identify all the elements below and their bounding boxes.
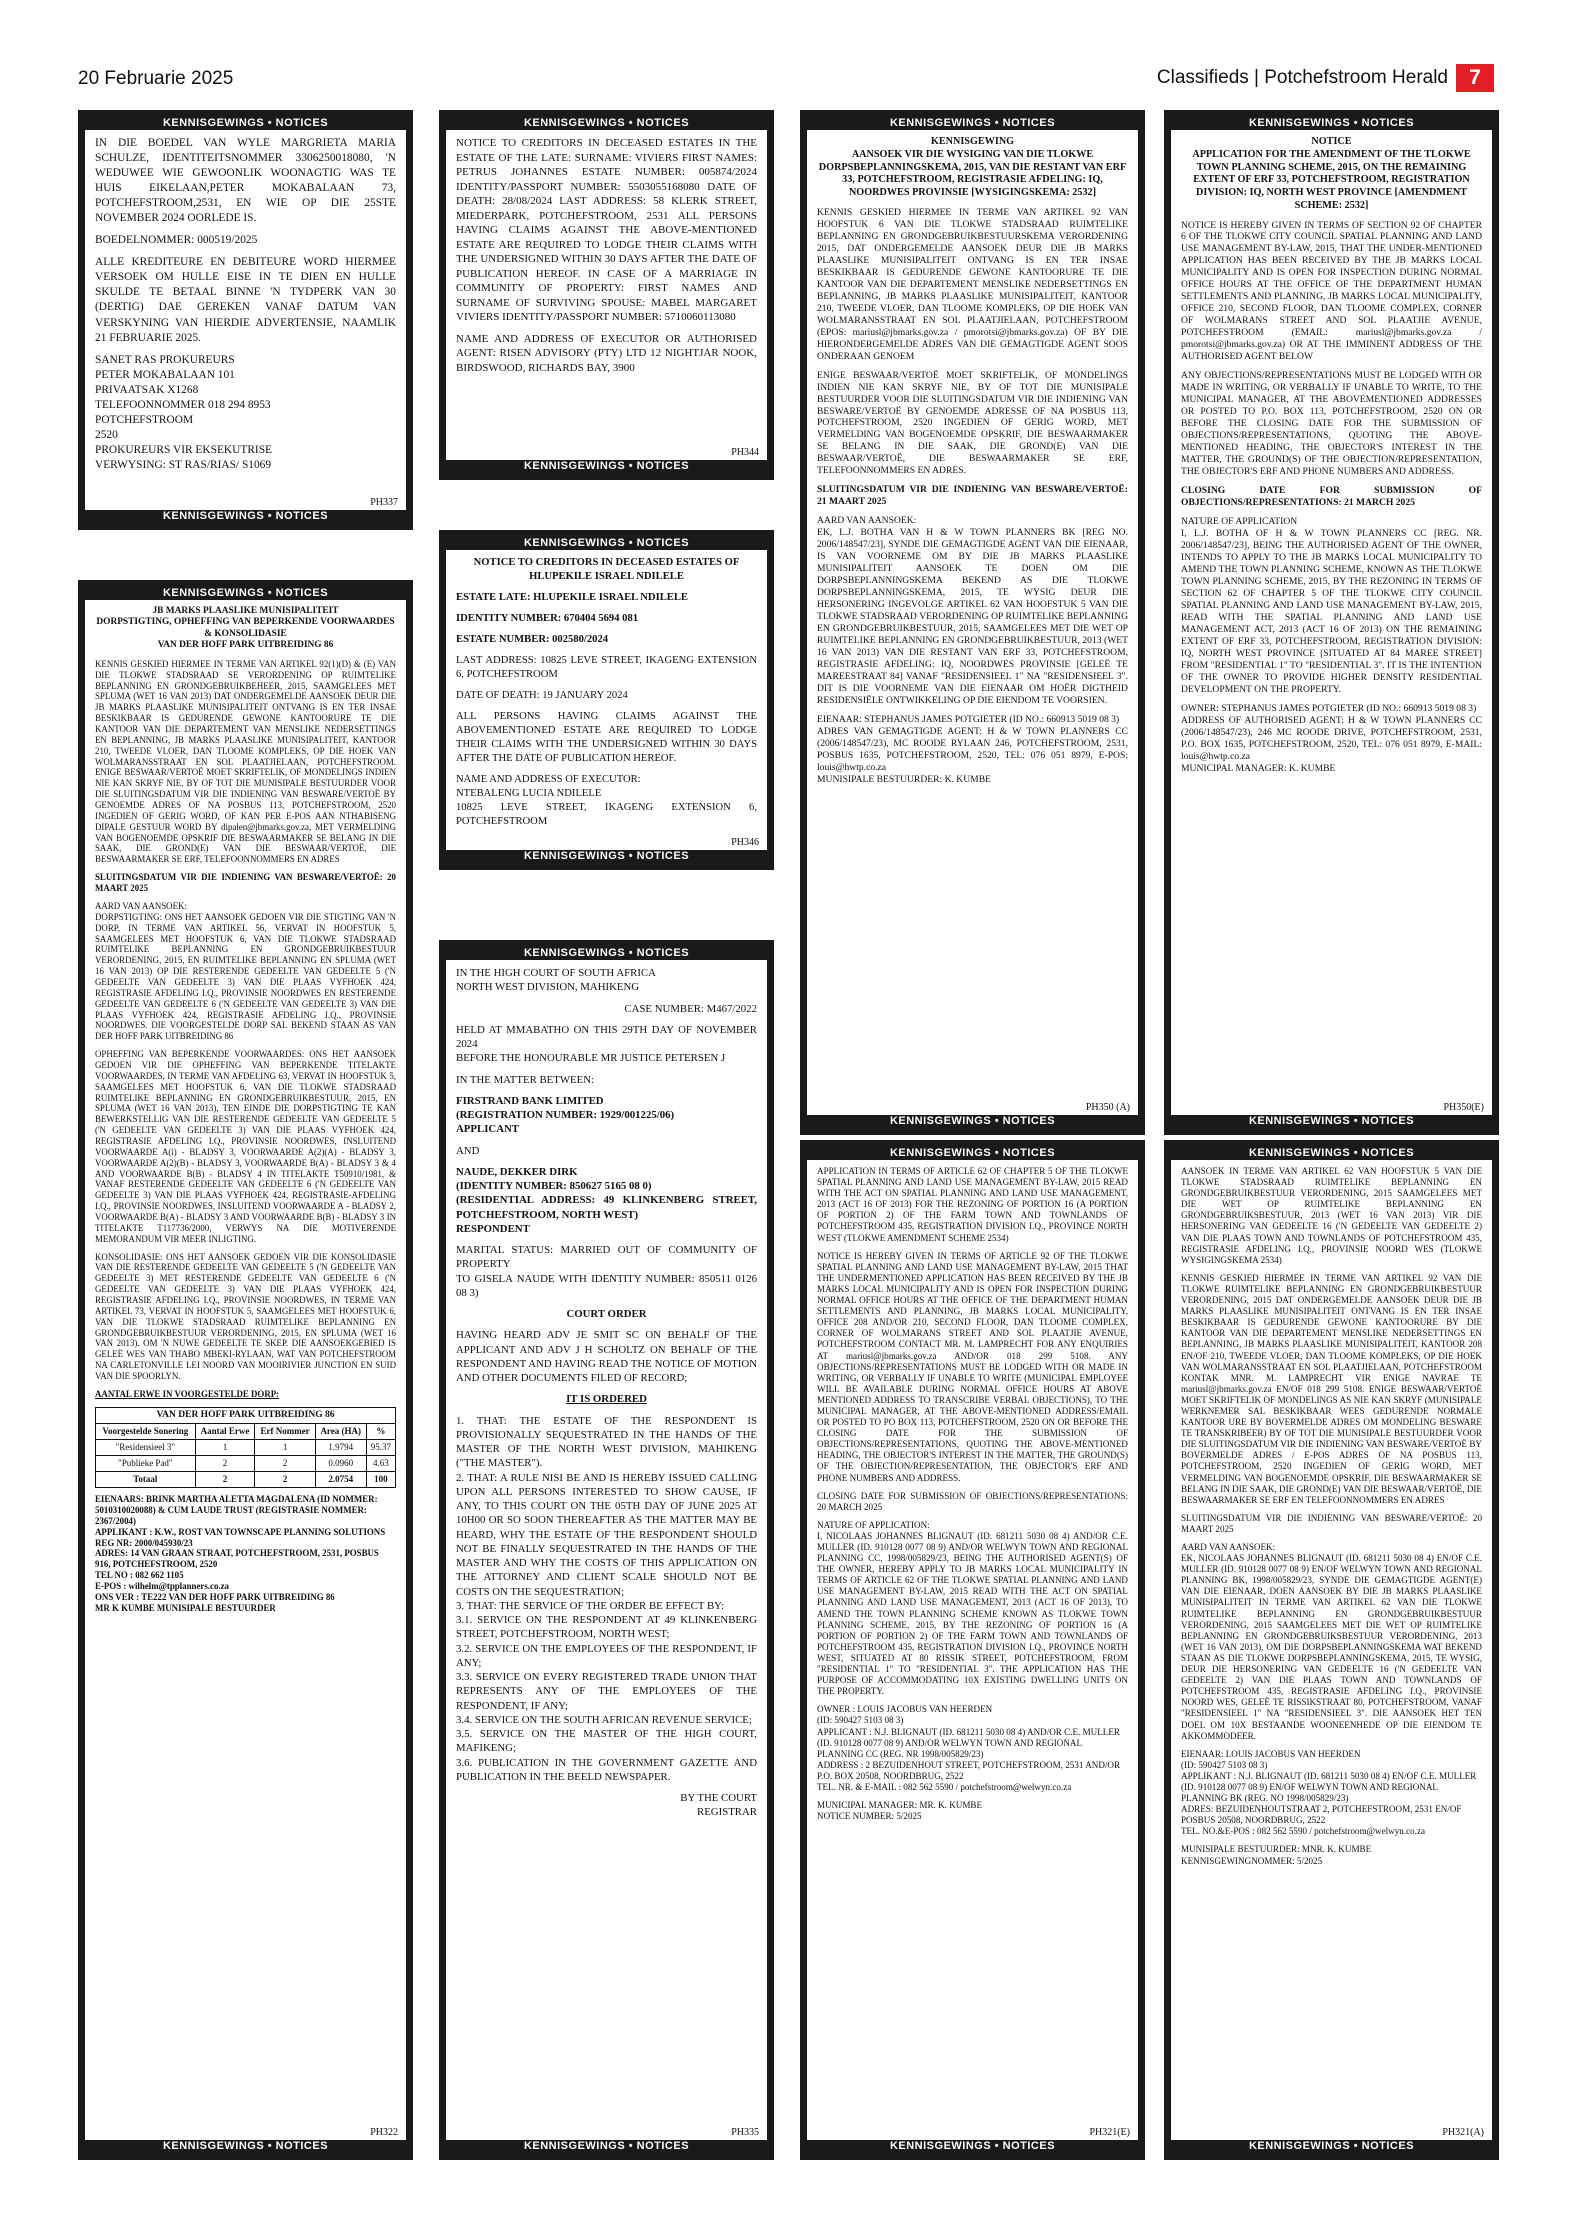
notice-van-der-hoff-park xyxy=(78,580,413,2160)
notice-text: NAME AND ADDRESS OF EXECUTOR OR AUTHORISED AGENT: RISEN ADVISORY (PTY) LTD 12 NIGHTJAR NOOK, BIRDSWOOD, RICHARDS BAY, 3900 xyxy=(456,332,757,374)
table-cell: "Residensieel 3" xyxy=(96,1440,196,1456)
notice-band: KENNISGEWINGS • NOTICES xyxy=(446,117,767,130)
applicant: FIRSTRAND BANK LIMITED (REGISTRATION NUMBER: 1929/001225/06) APPLICANT xyxy=(456,1094,675,1136)
notice-text: NATURE OF APPLICATION: I, NICOLAAS JOHANNES BLIGNAUT (ID. 681211 5030 08 4) AND/OR C.E. MULLER (ID. 910128 0077 08 9) AND/OR WELWYN TOWN AND REGIONAL PLANNING CC, 1998/005829/23, BEING THE AUTHORISED AGENT(S) OF THE OWNER, HEREBY APPLY TO JB MARKS LOCAL MUNICIPALITY IN TERMS OF ARTICLE 62 OF THE TLOKWE SPATIAL PLANNING AND LAND USE MANAGEMENT BY-LAW, 2015 READ WITH THE ACT ON SPATIAL PLANNING AND LAND USE MANAGEMENT, 2013 (ACT 16 OF 2013), TO AMEND THE TOWN PLANNING SCHEME KNOWN AS TLOKWE TOWN PLANNING SCHEME, 2015, BY THE REZONING OF PORTION 16 (A PORTION OF PORTION 2) OF THE FARM TOWN AND TOWNLANDS OF POTCHEFSTROOM 435, REGISTRATION DIVISION I.Q., PROVINCE NORTH WEST, SITUATED AT 80 RISSIK STREET, POTCHEFSTROOM, FROM "RESIDENTIAL 1" TO "RESIDENTIAL 3". THE APPLICATION HAS THE PURPOSE OF ACCOMMODATING 10X EXISTING DWELLING UNITS ON THE PROPERTY. xyxy=(817,1519,1128,1697)
table-cell: Totaal xyxy=(96,1472,196,1488)
notice-ref: PH335 xyxy=(731,2127,759,2138)
table-header: Erf Nommer xyxy=(255,1424,315,1440)
notice-band: KENNISGEWINGS • NOTICES xyxy=(446,947,767,960)
notice-court-order xyxy=(439,940,774,2160)
notice-band: KENNISGEWINGS • NOTICES xyxy=(85,2140,406,2153)
notice-portion16-afrikaans xyxy=(1164,1140,1499,2160)
notice-text: KENNIS GESKIED HIERMEE IN TERME VAN ARTIKEL 92(1)(D) & (E) VAN DIE TLOKWE STADSRAAD SE VERORDENING OP RUIMTELIKE BEPLANNING EN GRONDGEBRUIKBEHEER, 2015, SAAMGELEES MET SPLUMA (WET 16 VAN 2013) DAT ONDERGEMELDE AANSOEK DEUR DIE JB MARKS PLAASLIKE MUNISIPALITEIT ONTVANG IS EN TER INSAE BESKIKBAAR IS GEDURENDE GEWONE KANTOORURE TE DIE KANTOOR VAN DIE DEPARTEMENT VAN MENSLIKE NEDERSETTINGS EN BEPLANNING, JB MARKS PLAASLIKE MUNISIPALITEIT, KANTOOR 210, TWEEDE VLOER, DAN TLOOME KOMPLEKS, OP DIE HOEK VAN WOLMARANSSTRAAT EN SOL PLAATJIELAAN, POTCHEFSTROOM. ENIGE BESWAAR/VERTOË MOET SKRIFTELIK, OF MONDELINGS INDIEN NIE KAN SKRYF NIE, BY OF TOT DIE MUNISIPALE BESTUURDER VOOR DIE SLUITINGSDATUM VIR DIE INDIENING VAN BESWARE/VERTOË BY GENOEMDE ADRES OF NA POSBUS 113, POTCHEFSTROOM, 2520 INGEDIEN OF GERIG WORD, OF KAN PER E-POS AAN NTHABISENG DIPALE GESTUUR WORD BY dipalen@jbmarks.gov.za, MET VERMELDING VAN BOGENOEMDE OPSKRIF DIE BESWAARMAKER SE BELANG IN DIE SAAK, DIE GROND(E) VAN DIE BESWAAR/VERTOË, DIE BESWAARMAKER SE ERF, TELEFOONNOMMERS EN ADRES xyxy=(95,658,396,865)
notice-title: JB MARKS PLAASLIKE MUNISIPALITEIT DORPSTIGTING, OPHEFFING VAN BEPERKENDE VOORWAARDES & KONSOLIDASIE VAN DER HOFF PARK UITBREIDING 86 xyxy=(96,606,395,651)
notice-ref: PH321(A) xyxy=(1442,2127,1484,2138)
table-row xyxy=(96,1456,396,1472)
notice-text: MUNISIPALE BESTUURDER: MNR. K. KUMBE KENNISGEWINGNOMMER: 5/2025 xyxy=(1181,1844,1372,1866)
notice-estate-viviers xyxy=(439,110,774,480)
notice-band: KENNISGEWINGS • NOTICES xyxy=(1171,1115,1492,1128)
notice-band: KENNISGEWINGS • NOTICES xyxy=(807,1115,1138,1128)
notice-text: AANTAL ERWE IN VOORGESTELDE DORP: xyxy=(95,1388,280,1399)
notice-text: AARD VAN AANSOEK: EK, NICOLAAS JOHANNES BLIGNAUT (ID. 681211 5030 08 4) EN/OF C.E. MULLER (ID. 910128 0077 08 9) EN/OF WELWYN TOWN AND REGIONAL PLANNING BK, 1998/005829/23, SYNDE DIE GEMAGTIGDE AGENT(E) VAN DIE EIENAAR, DOEN AANSOEK BY DIE JB MARKS PLAASLIKE MUNISIPALITEIT IN TERME VAN ARTIKEL 62 VAN DIE TLOKWE RUIMTELIKE BEPLANNING EN GRONDGEBRUIKBESTUUR VERORDENING, 2015 SAAMGELEES MET DIE WET OP RUIMTELIKE BEPLANNING EN GRONDGEBRUIKSBESTUUR VERORDENING, 2013 (WET 16 VAN 2013), OM DIE DORPSBEPLANNINGSKEMA WAT BEKEND STAAN AS DIE TLOKWE DORPSBEPLANNINGSKEMA, 2015, TE WYSIG, DEUR DIE HERSONERING VAN GEDEELTE 16 ('N GEDEELTE VAN GEDEELTE 2) VAN DIE PLAAS TOWN AND TOWNLANDS OF POTCHEFSTROOM 435, REGISTRASIE AFDELING I.Q., PROVINSIE NOORD WES, GELEË TE RISSIKSTRAAT 80, POTCHEFSTROOM, VANAF "RESIDENSIEEL 1" NA "RESIDENSIEEL 3". DIE AANSOEK HET TEN DOEL OM 10X BESTAANDE WOONEENHEDE OP DIE EIENDOM TE AKKOMMODEER. xyxy=(1181,1542,1482,1741)
notice-text: EIENAAR: STEPHANUS JAMES POTGIETER (ID NO.: 660913 5019 08 3) ADRES VAN GEMAGTIGDE AGENT: H & W TOWN PLANNERS CC (2006/148547/23), MC ROODE RYLAAN 246, POTCHEFSTROOM, 2531, POSBUS 1635, POTCHEFSTROOM, 2520, TEL: 076 051 8979, E-POS: louis@hwtp.co.za MUNISIPALE BESTUURDER: K. KUMBE xyxy=(817,714,1128,786)
notice-text: ESTATE NUMBER: 002580/2024 xyxy=(456,633,609,645)
notice-text: SLUITINGSDATUM VIR DIE INDIENING VAN BESWARE/VERTOË: 20 MAART 2025 xyxy=(1181,1512,1482,1534)
notice-text: APPLICATION IN TERMS OF ARTICLE 62 OF CHAPTER 5 OF THE TLOKWE SPATIAL PLANNING AND LAND USE MANAGEMENT BY-LAW, 2015 READ WITH THE ACT ON SPATIAL PLANNING AND LAND USE MANAGEMENT, 2013 (ACT 16 OF 2013) FOR THE REZONING OF PORTION 16 (A PORTION OF PORTION 2) OF THE FARM TOWN AND TOWNLANDS OF POTCHEFSTROOM 435, REGISTRATION DIVISION I.Q., PROVINCE NORTH WEST (TLOKWE AMENDMENT SCHEME 2534) xyxy=(817,1166,1128,1243)
signature: BY THE COURT REGISTRAR xyxy=(680,1792,757,1819)
notice-band: KENNISGEWINGS • NOTICES xyxy=(807,117,1138,130)
notice-band: KENNISGEWINGS • NOTICES xyxy=(807,1147,1138,1160)
notice-band: KENNISGEWINGS • NOTICES xyxy=(1171,117,1492,130)
notice-ref: PH350(E) xyxy=(1443,1102,1484,1113)
notice-title: NOTICE TO CREDITORS IN DECEASED ESTATES OF HLUPEKILE ISRAEL NDILELE xyxy=(473,557,740,582)
table-header: Aantal Erwe xyxy=(195,1424,255,1440)
table-cell: 2 xyxy=(255,1472,315,1488)
notice-footer: EIENAARS: BRINK MARTHA ALETTA MAGDALENA (ID NOMMER: 5010310020088) & CUM LAUDE TRUST (REGISTRASIE NOMMER: 2367/2004) APPLIKANT : K.W., ROST VAN TOWNSCAPE PLANNING SOLUTIONS REG NR: 2000/045930/23 ADRES: 14 VAN GRAAN STRAAT, POTCHEFSTROOM, 2531, POSBUS 916, POTCHEFSTROOM, 2520 TEL NO : 082 662 1105 E-POS : wilhelm@tpplanners.co.za ONS VER : TE222 VAN DER HOFF PARK UITBREIDING 86 MR K KUMBE MUNISIPALE BESTUURDER xyxy=(95,1494,386,1613)
notice-text: ENIGE BESWAAR/VERTOË MOET SKRIFTELIK, OF MONDELINGS INDIEN NIE KAN SKRYF NIE, BY OF TOT DIE MUNISIPALE BESTUURDER VOOR DIE SLUITINGSDATUM VIR DIE INDIENING VAN BESWARE/VERTOË BY GENOEMDE ADRESSE OF NA POSBUS 113, POTCHEFSTROOM, 2520 INGEDIEN OF GERIG WORD, MET VERMELDING VAN BOGENOEMDE OPSKRIF, DIE BESWAARMAKER SE BELANG IN DIE SAAK, DIE GROND(E) VAN DIE BESWAAR/VERTOË, DIE BESWAARMAKER SE ERF, TELEFOONNOMMERS EN ADRES. xyxy=(817,369,1128,477)
notice-text: SLUITINGSDATUM VIR DIE INDIENING VAN BESWARE/VERTOË: 20 MAART 2025 xyxy=(95,872,396,894)
notice-ref: PH321(E) xyxy=(1089,2127,1130,2138)
table-caption: VAN DER HOFF PARK UITBREIDING 86 xyxy=(95,1407,396,1424)
notice-text: IDENTITY NUMBER: 670404 5694 081 xyxy=(456,612,639,624)
notice-band: KENNISGEWINGS • NOTICES xyxy=(85,587,406,600)
notice-ref: PH350 (A) xyxy=(1085,1102,1130,1113)
notice-text: NAME AND ADDRESS OF EXECUTOR: NTEBALENG LUCIA NDILELE 10825 LEVE STREET, IKAGENG EXTENSION 6, POTCHEFSTROOM xyxy=(456,773,757,827)
notice-text: 1. THAT: THE ESTATE OF THE RESPONDENT IS PROVISIONALLY SEQUESTRATED IN THE HANDS OF THE MASTER OF THE NORTH WEST DIVISION, MAHIKENG ("THE MASTER"). 2. THAT: A RULE NISI BE AND IS HEREBY ISSUED CALLING UPON ALL PERSONS INTERESTED TO SHOW CAUSE, IF ANY, TO THIS COURT ON THE 05TH DAY OF JUNE 2025 AT 10H00 OR SO SOON THEREAFTER AS THE MATTER MAY BE HEARD, WHY THE ESTATE OF THE RESPONDENT SHOULD NOT BE FINALLY SEQUESTRATED IN THE HANDS OF THE MASTER AND WHY THE COSTS OF THIS APPLICATION ON THE ATTORNEY AND CLIENT SCALE SHOULD NOT BE COSTS ON THE SEQUESTRATION; 3. THAT: THE SERVICE OF THE ORDER BE EFFECT BY: 3.1. SERVICE ON THE RESPONDENT AT 49 KLINKENBERG STREET, POTCHEFSTROOM, NORTH WEST; 3.2. SERVICE ON THE EMPLOYEES OF THE RESPONDENT, IF ANY; 3.3. SERVICE ON EVERY REGISTERED TRADE UNION THAT REPRESENTS ANY OF THE EMPLOYEES OF THE RESPONDENT, IF ANY; 3.4. SERVICE ON THE SOUTH AFRICAN REVENUE SERVICE; 3.5. SERVICE ON THE MASTER OF THE HIGH COURT, MAFIKENG; 3.6. PUBLICATION IN THE GOVERNMENT GAZETTE AND PUBLICATION IN THE BEELD NEWSPAPER. xyxy=(456,1414,757,1783)
notice-ref: PH322 xyxy=(370,2127,398,2138)
notice-portion16-english xyxy=(800,1140,1145,2160)
notice-band: KENNISGEWINGS • NOTICES xyxy=(446,460,767,473)
notice-text: MUNICIPAL MANAGER: MR. K. KUMBE NOTICE NUMBER: 5/2025 xyxy=(817,1800,983,1822)
notice-text: IN THE MATTER BETWEEN: xyxy=(456,1073,595,1086)
respondent: NAUDE, DEKKER DIRK (IDENTITY NUMBER: 850627 5165 08 0) (RESIDENTIAL ADDRESS: 49 KLINKENBERG STREET, POTCHEFSTROOM, NORTH WEST) RESPONDENT xyxy=(456,1165,757,1235)
notice-text: ESTATE LATE: HLUPEKILE ISRAEL NDILELE xyxy=(456,591,688,603)
notice-erf33-english xyxy=(1164,110,1499,1135)
issue-date: 20 Februarie 2025 xyxy=(78,68,234,89)
notice-text: KENNIS GESKIED HIERMEE IN TERME VAN ARTIKEL 92 VAN DIE TLOKWE RUIMTELIKE BEPLANNING EN GRONDGEBRUIKBESTUUR VERORDENING, 2015 DAT ONDERGEMELDE AANSOEK DEUR DIE JB MARKS PLAASLIKE MUNISIPALITEIT ONTVANG IS EN TER INSAE BESKIKBAAR IS GEDURENDE GEWONE KANTOORURE BY DIE KANTOOR VAN DIE DEPARTEMENT MENSLIKE NEDERSETTINGS EN BEPLANNING, JB MARKS PLAASLIKE MUNISIPALITEIT, KANTOOR 208 EN/OF 210, TWEEDE VLOER, DAN TLOOME KOMPLEKS, OP DIE HOEK VAN WOLMARANSSTRAAT EN SOL PLAATJIELAAN, POTCHEFSTROOM KONTAK MNR. M. LAMPRECHT VIR ENIGE NAVRAE TE mariusl@jbmarks.gov.za EN/OF 018 299 5108. ENIGE BESWAAR/VERTOË MOET SKRIFTELIK OF MONDELINGS AS NIE KAN SKRYF (MUNISIPALE WERKNEMER SAL BESKIKBAAR WEES GEDURENDE NORMALE KANTOOR URE BY BOVERMELDE ADRES OM MONDELING BESWARE TE TRANSKRIBEER) BY OF TOT DIE MUNISIPALE BESTUURDER VOOR DIE SLUITINGSDATUM VIR DIE INDIENING VAN BESWARE/VERTOË BY BOVERMELDE ADRES / E-POS ADRES OF NA POSBUS 113, POTCHEFSTROOM, 2520 INGEDIEN OF GERIG WORD, MET VERMELDING VAN BOGENOEMDE OPSKRIF, DIE BESWAARMAKER SE BELANG IN DIE SAAK, DIE GROND(E) VAN DIE BESWAAR/VERTOË, DIE BESWAARMAKER SE ERF EN TELEFOONNOMMERS EN ADRES xyxy=(1181,1272,1482,1505)
table-header: Voorgestelde Sonering xyxy=(96,1424,196,1440)
notice-band: KENNISGEWINGS • NOTICES xyxy=(807,2140,1138,2153)
notice-text: SLUITINGSDATUM VIR DIE INDIENING VAN BESWARE/VERTOË: 21 MAART 2025 xyxy=(817,484,1128,508)
notice-text: LAST ADDRESS: 10825 LEVE STREET, IKAGENG EXTENSION 6, POTCHEFSTROOM xyxy=(456,654,757,680)
notice-band: KENNISGEWINGS • NOTICES xyxy=(1171,2140,1492,2153)
table-cell: 2.0754 xyxy=(315,1472,366,1488)
table-cell: 2 xyxy=(195,1472,255,1488)
notice-text: AND xyxy=(456,1144,480,1157)
table-header: % xyxy=(366,1424,395,1440)
notice-text: ALL PERSONS HAVING CLAIMS AGAINST THE ABOVEMENTIONED ESTATE ARE REQUIRED TO LODGE THEIR CLAIMS WITH THE UNDERSIGNED WITHIN 30 DAYS AFTER THE DATE OF PUBLICATION HEREOF. xyxy=(456,710,757,764)
table-cell: 100 xyxy=(366,1472,395,1488)
table-cell: 4.63 xyxy=(366,1456,395,1472)
notice-text: BOEDELNOMMER: 000519/2025 xyxy=(95,234,258,247)
notice-erf33-afrikaans xyxy=(800,110,1145,1135)
notice-text: HELD AT MMABATHO ON THIS 29TH DAY OF NOVEMBER 2024 BEFORE THE HONOURABLE MR JUSTICE PETERSEN J xyxy=(456,1023,757,1065)
case-number: CASE NUMBER: M467/2022 xyxy=(624,1002,757,1015)
page-header xyxy=(78,64,1494,94)
notice-text: AARD VAN AANSOEK: DORPSTIGTING: ONS HET AANSOEK GEDOEN VIR DIE STIGTING VAN 'N DORP, IN TERME VAN ARTIKEL 56, VERVAT IN HOOFSTUK 5, SAAMGELEES MET HOOFSTUK 6, VAN DIE TLOKWE STADSRAAD RUIMTELIKE BEPLANNING EN GRONDGEBRUIKBESTUUR VERORDENING, 2015, EN RUIMTELIKE BEPLANNING EN SPLUMA (WET 16 VAN 2013) OP DIE RESTERENDE GEDEELTE VAN GEDEELTE 5 ('N GEDEELTE VAN GEDEELTE 3) VAN DIE PLAAS VYFHOEK 424, REGISTRASIE AFDELING I.Q., PROVINSIE NOORDWES EN RESTERENDE GEDEELTE VAN GEDEELTE 6 ('N GEDEELTE VAN GEDEELTE 3) VAN DIE PLAAS VYFHOEK 424, REGISTRASIE AFDELING I.Q., PROVINSIE NOORDWES. DIE VOORGESTELDE DORP SAL BEKEND STAAN AS VAN DER HOFF PARK UITBREIDING 86 xyxy=(95,900,396,1042)
notice-text: NOTICE IS HEREBY GIVEN IN TERMS OF SECTION 92 OF CHAPTER 6 OF THE TLOKWE CITY COUNCIL SPATIAL PLANNING AND LAND USE MANAGEMENT BY-LAW, 2015, THAT THE UNDER-MENTIONED APPLICATION HAS BEEN RECEIVED BY THE JB MARKS LOCAL MUNICIPALITY AND IS OPEN FOR INSPECTION DURING NORMAL OFFICE HOURS AT THE OFFICE OF THE DEPARTMENT HUMAN SETTLEMENTS AND PLANNING, JB MARKS LOCAL MUNICIPALITY, OFFICE 210, SECOND FLOOR, DAN TLOOME COMPLEX, CORNER OF WOLMARANS STREET AND SOL PLAATJIE AVENUE, POTCHEFSTROOM (EMAIL: mariusl@jbmarks.gov.za / pmorotsi@jbmarks.gov.za) OR AT THE IMMINENT ADDRESS OF THE AUTHORISED AGENT BELOW xyxy=(1181,219,1482,363)
notice-text: KENNIS GESKIED HIERMEE IN TERME VAN ARTIKEL 92 VAN HOOFSTUK 6 VAN DIE TLOKWE STADSRAAD RUIMTELIKE BEPLANNING EN GRONDGEBRUIKBESTUURSKEMA VERORDENING 2015, DAT ONDERGEMELDE AANSOEK DEUR DIE JB MARKS PLAASLIKE MUNISIPALITEIT ONTVANG IS EN TER INSAE BESKIKBAAR IS GEDURENDE GEWONE KANTOORURE TE DIE KANTOOR VAN DIE DEPARTEMENT MENSLIKE NEDERSETTINGS EN BEPLANNING, JB MARKS PLAASLIKE MUNISIPALITEIT, KANTOOR 210, TWEEDE VLOER, DAN TLOOME KOMPLEKS, OP DIE HOEK VAN WOLMARANSSTRAAT EN SOL PLAATJIELAAN, POTCHEFSTROOM (EPOS: mariusl@jbmarks.gov.za / pmorotsi@jbmarks.gov.za) OF BY DIE HIERONDERGEMELDE ADRES VAN DIE GEMAGTIGDE AGENT SOOS ONDERAAN GENOEM xyxy=(817,206,1128,362)
notice-band: KENNISGEWINGS • NOTICES xyxy=(85,510,406,523)
notice-title: NOTICE APPLICATION FOR THE AMENDMENT OF THE TLOKWE TOWN PLANNING SCHEME, 2015, ON THE REMAINING EXTENT OF ERF 33, POTCHEFSTROOM, REGISTRATION DIVISION: IQ, NORTH WEST PROVINCE [AMENDMENT SCHEME: 2532] xyxy=(1192,136,1471,211)
notice-text: MARITAL STATUS: MARRIED OUT OF COMMUNITY OF PROPERTY TO GISELA NAUDE WITH IDENTITY NUMBER: 850511 0126 08 3) xyxy=(456,1244,757,1299)
notice-text: HAVING HEARD ADV JE SMIT SC ON BEHALF OF THE APPLICANT AND ADV J H SCHOLTZ ON BEHALF OF THE RESPONDENT AND HAVING READ THE NOTICE OF MOTION AND OTHER DOCUMENTS FILED OF RECORD; xyxy=(456,1329,757,1384)
table-cell: 2 xyxy=(255,1456,315,1472)
erf-table xyxy=(95,1407,396,1488)
notice-text: EIENAAR: LOUIS JACOBUS VAN HEERDEN (ID: 590427 5103 08 3) APPLIKANT : N.J. BLIGNAUT (ID. 681211 5030 08 4) EN/OF C.E. MULLER (ID. 910128 0077 08 9) EN/OF WELWYN TOWN AND REGIONAL PLANNING BK (REG. NO 1998/005829/23) ADRES: BEZUIDENHOUTSTRAAT 2, POTCHEFSTROOM, 2531 EN/OF POSBUS 20508, NOORDBRUG, 2522 TEL. NO.&E-POS : 082 562 5590 / potchefstroom@welwyn.co.za xyxy=(1181,1748,1477,1837)
notice-text: AARD VAN AANSOEK: EK, L.J. BOTHA VAN H & W TOWN PLANNERS BK [REG NO. 2006/148547/23], SYNDE DIE GEMAGTIGDE AGENT VAN DIE EIENAAR, IS VAN VOORNEME OM BY DIE JB MARKS PLAASLIKE MUNISIPALITEIT AANSOEK TE DOEN OM DIE DORPSBEPLANNINGSKEMA BEKEND AS DIE TLOKWE DORPSBEPLANNINGSKEMA, 2015, TE WYSIG DEUR DIE HERSONERING INGEVOLGE ARTIKEL 62 VAN HOOFSTUK 5 VAN DIE TLOKWE STADSRAAD VERORDENING OP RUIMTELIKE BEPLANNING EN GRONDGEBRUIKBESTUUR, 2015, SAAMGELEES MET DIE WET OP RUIMTELIKE BEPLANNING EN GRONDGEBRUIKBESTUUR, 2013 (WET 16 VAN 2013) VAN DIE RESTANT VAN ERF 33, POTCHEFSTROOM, REGISTRASIE AFDELING: IQ, NOORDWES PROVINSIE [GELEË TE MAREESTRAAT 84] VANAF "RESIDENSIEEL 1" NA "RESIDENSIEEL 3". DIT IS DIE VOORNEME VAN DIE EIENAAR OM HOËR DIGTHEID RESIDENSIËLE ONTWIKKELING OP DIE EIENDOM TE VOORSIEN. xyxy=(817,515,1128,707)
notice-text: ANY OBJECTIONS/REPRESENTATIONS MUST BE LODGED WITH OR MADE IN WRITING, OR VERBALLY IF UNABLE TO WRITE, TO THE MUNICIPAL MANAGER, AT THE ABOVEMENTIONED ADDRESSES OR POSTED TO P.O. BOX 113, POTCHEFSTROOM, 2520 ON OR BEFORE THE CLOSING DATE FOR THE SUBMISSION OF OBJECTIONS/REPRESENTATIONS, QUOTING THE ABOVE-MENTIONED HEADING, THE OBJECTOR'S INTEREST IN THE MATTER, THE GROUND(S) OF THE OBJECTION/REPRESENTATION, THE OBJECTOR'S ERF AND PHONE NUMBERS AND ADDRESS. xyxy=(1181,370,1482,478)
notice-text: CLOSING DATE FOR SUBMISSION OF OBJECTIONS/REPRESENTATIONS: 21 MARCH 2025 xyxy=(1181,485,1482,509)
notice-text: NOTICE IS HEREBY GIVEN IN TERMS OF ARTICLE 92 OF THE TLOKWE SPATIAL PLANNING AND LAND USE MANAGEMENT BY-LAW, 2015 THAT THE UNDERMENTIONED APPLICATION HAS BEEN RECEIVED BY THE JB MARKS LOCAL MUNICIPALITY AND IS OPEN FOR INSPECTION DURING NORMAL OFFICE HOURS AT THE OFFICE OF THE DEPARTMENT HUMAN SETTLEMENTS AND PLANNING, JB MARKS LOCAL MUNICIPALITY, OFFICE 208 AND/OR 210, SECOND FLOOR, DAN TLOOME COMPLEX, CORNER OF WOLMARANS STREET AND SOL PLAATJIE AVENUE, POTCHEFSTROOM CONTACT MR. M. LAMPRECHT FOR ANY ENQUIRIES AT mariusl@jbmarks.gov.za AND/OR 018 299 5108. ANY OBJECTIONS/REPRESENTATIONS MUST BE LODGED WITH OR MADE IN WRITING, OR VERBALLY IF UNABLE TO WRITE (MUNICIPAL EMPLOYEE WILL BE AVAILABLE DURING NORMAL OFFICE HOURS AT ABOVE MENTIONED ADDRESS TO TRANSCRIBE VERBAL OBJECTIONS), TO THE MUNICIPAL MANAGER, AT THE ABOVE-MENTIONED ADDRESS/EMAIL OR POSTED TO PO BOX 113, POTCHEFSTROOM, 2520 ON OR BEFORE THE CLOSING DATE FOR THE SUBMISSION OF OBJECTIONS/REPRESENTATIONS, QUOTING THE ABOVE-MENTIONED HEADING, THE OBJECTOR'S INTEREST IN THE MATTER, THE GROUND(S) OF THE OBJECTION/REPRESENTATION, THE OBJECTOR'S ERF AND PHONE NUMBERS AND ADDRESS. xyxy=(817,1250,1128,1483)
table-cell: 1 xyxy=(255,1440,315,1456)
order-heading: IT IS ORDERED xyxy=(566,1393,647,1406)
notice-band: KENNISGEWINGS • NOTICES xyxy=(446,537,767,550)
notice-text: OWNER : LOUIS JACOBUS VAN HEERDEN (ID: 590427 5103 08 3) APPLICANT : N.J. BLIGNAUT (ID. 681211 5030 08 4) AND/OR C.E. MULLER (ID. 910128 0077 08 9) AND/OR WELWYN TOWN AND REGIONAL PLANNING CC (REG. NR 1998/005829/23) ADDRESS : 2 BEZUIDENHOUT STREET, POTCHEFSTROOM, 2531 AND/OR P.O. BOX 20508, NOORDBRUG, 2522 TEL. NR. & E-MAIL : 082 562 5590 / potchefstroom@welwyn.co.za xyxy=(817,1704,1121,1792)
notice-text: ALLE KREDITEURE EN DEBITEURE WORD HIERMEE VERSOEK OM HULLE EISE IN TE DIEN EN HULLE SKULDE TE BETAAL BINNE 'N TYDPERK VAN 30 (DERTIG) DAE GEREKEN VANAF DATUM VAN VERSKYNING VAN HIERDIE ADVERTENSIE, NAAMLIK 21 FEBRUARIE 2025. xyxy=(95,256,396,344)
notice-text: OWNER: STEPHANUS JAMES POTGIETER (ID NO.: 660913 5019 08 3) ADDRESS OF AUTHORISED AGENT: H & W TOWN PLANNERS CC (2006/148547/23), 246 MC ROODE DRIVE, POTCHEFSTROOM, 2531, P.O. BOX 1635, POTCHEFSTROOM, 2520, TEL: 076 051 8979, E-MAIL: louis@hwtp.co.za MUNICIPAL MANAGER: K. KUMBE xyxy=(1181,702,1482,774)
notice-text: SANET RAS PROKUREURS PETER MOKABALAAN 101 PRIVAATSAK X1268 TELEFOONNOMMER 018 294 8953 POTCHEFSTROOM 2520 PROKUREURS VIR EKSEKUTRISE VERWYSING: ST RAS/RIAS/ S1069 xyxy=(95,353,272,471)
notice-text: CLOSING DATE FOR SUBMISSION OF OBJECTIONS/REPRESENTATIONS: 20 MARCH 2025 xyxy=(817,1490,1128,1512)
notice-band: KENNISGEWINGS • NOTICES xyxy=(85,117,406,130)
notice-text: OPHEFFING VAN BEPERKENDE VOORWAARDES: ONS HET AANSOEK GEDOEN VIR DIE OPHEFFING VAN BEPERKENDE TITELAKTE VOORWAARDES, IN TERME VAN AFDELING 63, VERVAT IN HOOFSTUK 5, SAAMGELEES MET HOOFSTUK 6, VAN DIE TLOKWE STADSRAAD RUIMTELIKE BEPLANNING EN GRONDGEBRUIKBESTUUR, 2015, EN SPLUMA (WET 16 VAN 2013), TEN EINDE DIE DORPSTIGTING TE KAN BEWERKSTELLIG VAN DIE RESTERENDE GEDEELTE VAN GEDEELTE 5 ('N GEDEELTE VAN GEDEELTE 3) VAN DIE PLAAS VYFHOEK 424, REGISTRASIE AFDELING I.Q., PROVINSIE NOORDWES, INSLUITEND VOORWAARDE A(i) - BLADSY 3, VOORWAARDE A(2)(A) - BLADSY 3, VOORWAARDE A(2)(B) - BLADSY 3, VOORWAARDE B(A) - BLADSY 3 & 4 AND VOORWAARDE B(B) - BLADSY 4 IN TITELAKTE T50910/1981, & VANAF RESTERENDE GEDEELTE VAN GEDEELTE 6 ('N GEDEELTE VAN GEDEELTE 3) VAN DIE PLAAS VYFHOEK 424, REGISTRASIE-AFDELING I.Q., PROVINSIE NOORDWES, INSLUITEND VOORWAARDE A - BLADSY 2, VOORWAARDE B(A) - BLADSY 3 AND VOORWAARDE B(B) - BLADSY 3 IN TITELAKTE T117736/2000, VERWYS NA DIE MOTIVERENDE MEMORANDUM VIR MEER INLIGTING. xyxy=(95,1049,396,1244)
notice-text: IN DIE BOEDEL VAN WYLE MARGRIETA MARIA SCHULZE, IDENTITEITSNOMMER 3306250018080, 'N WEDUWEE WIE GEWOONLIK WOONAGTIG WAS TE HUIS EIKELAAN,PETER MOKABALAAN 73, POTCHEFSTROOM,2531, EN WIE OP DIE 25STE NOVEMBER 2024 OORLEDE IS. xyxy=(95,137,396,225)
table-cell: 1 xyxy=(195,1440,255,1456)
table-cell: 95.37 xyxy=(366,1440,395,1456)
notice-band: KENNISGEWINGS • NOTICES xyxy=(1171,1147,1492,1160)
court-order-heading: COURT ORDER xyxy=(566,1308,647,1320)
table-cell: 1.9794 xyxy=(315,1440,366,1456)
notice-ref: PH337 xyxy=(370,497,398,508)
table-cell: "Publieke Pad" xyxy=(96,1456,196,1472)
notice-text: NOTICE TO CREDITORS IN DECEASED ESTATES IN THE ESTATE OF THE LATE: SURNAME: VIVIERS FIRST NAMES: PETRUS JOHANNES ESTATE NUMBER: 005874/2024 IDENTITY/PASSPORT NUMBER: 5503055168080 DATE OF DEATH: 28/08/2024 LAST ADDRESS: 58 KLERK STREET, MIEDERPARK, POTCHEFSTROOM, 2531 ALL PERSONS HAVING CLAIMS AGAINST THE ABOVE-MENTIONED ESTATE ARE REQUIRED TO LODGE THEIR CLAIMS WITH THE UNDERSIGNED WITHIN 30 DAYS AFTER THE DATE OF PUBLICATION HEREOF. IN CASE OF A MARRIAGE IN COMMUNITY OF PROPERTY: FIRST NAMES AND SURNAME OF SURVIVING SPOUSE: MABEL MARGARET VIVIERS IDENTITY/PASSPORT NUMBER: 5710060113080 xyxy=(456,137,757,324)
notice-text: AANSOEK IN TERME VAN ARTIKEL 62 VAN HOOFSTUK 5 VAN DIE TLOKWE STADSRAAD RUIMTELIKE BEPLANNING EN GRONDGEBRUIKBESTUUR VERORDENING, 2015 SAAMGELEES MET DIE WET OP RUIMTELIKE BEPLANNING EN GRONDGEBRUIKSBESTUUR, 2013 (WET 16 VAN 2013) VIR DIE HERSONERING VAN GEDEELTE 16 ('N GEDEELTE VAN GEDEELTE 2) VAN DIE PLAAS TOWN AND TOWNLANDS OF POTCHEFSTROOM 435, REGISTRASIE AFDELING I.Q., PROVINSIE NOORD WES (TLOKWE WYSIGINGSKEMA 2534) xyxy=(1181,1166,1482,1265)
notice-text: IN THE HIGH COURT OF SOUTH AFRICA NORTH WEST DIVISION, MAHIKENG xyxy=(456,967,656,994)
notice-band: KENNISGEWINGS • NOTICES xyxy=(446,850,767,863)
publication-name: Classifieds | Potchefstroom Herald xyxy=(1156,67,1448,88)
table-header: Area (HA) xyxy=(315,1424,366,1440)
notice-title: KENNISGEWING AANSOEK VIR DIE WYSIGING VAN DIE TLOKWE DORPSBEPLANNINGSKEMA, 2015, VAN DIE RESTANT VAN ERF 33, POTCHEFSTROOM, REGISTRASIE AFDELING: IQ, NOORDWES PROVINSIE [WYSIGINGSKEMA: 2532] xyxy=(818,136,1127,198)
notice-ref: PH346 xyxy=(731,837,759,848)
table-cell: 0.0960 xyxy=(315,1456,366,1472)
notice-estate-schulze xyxy=(78,110,413,530)
page-number: 7 xyxy=(1456,64,1494,92)
notice-band: KENNISGEWINGS • NOTICES xyxy=(446,2140,767,2153)
table-cell: 2 xyxy=(195,1456,255,1472)
table-row xyxy=(96,1440,396,1456)
notice-ref: PH344 xyxy=(731,447,759,458)
notice-text: NATURE OF APPLICATION I, L.J. BOTHA OF H & W TOWN PLANNERS CC [REG. NR. 2006/148547/23], BEING THE AUTHORISED AGENT OF THE OWNER, INTENDS TO APPLY TO THE JB MARKS LOCAL MUNICIPALITY TO AMEND THE TOWN PLANNING SCHEME, KNOWN AS THE TLOKWE TOWN PLANNING SCHEME, 2015, BY THE REZONING IN TERMS OF SECTION 62 OF CHAPTER 5 OF THE TLOKWE CITY COUNCIL SPATIAL PLANNING AND LAND USE MANAGEMENT BY-LAW, 2015, READ WITH THE SPATIAL PLANNING AND LAND USE MANAGEMENT ACT, 2013 (ACT 16 OF 2013) ON THE REMAINING EXTENT OF ERF 33, POTCHEFSTROOM, REGISTRATION DIVISION: IQ, NORTH WEST PROVINCE [SITUATED AT 84 MAREE STREET] FROM "RESIDENTIAL 1" TO "RESIDENTIAL 3". IT IS THE INTENTION OF THE OWNER TO PROVIDE HIGHER DENSITY RESIDENTIAL DEVELOPMENT ON THE PROPERTY. xyxy=(1181,516,1482,695)
publication-masthead xyxy=(1157,64,1494,92)
notice-text: DATE OF DEATH: 19 JANUARY 2024 xyxy=(456,689,628,701)
notice-text: KONSOLIDASIE: ONS HET AANSOEK GEDOEN VIR DIE KONSOLIDASIE VAN DIE RESTERENDE GEDEELTE VAN GEDEELTE 5 ('N GEDEELTE VAN GEDEELTE 3) MET RESTERENDE GEDEELTE VAN GEDEELTE 6 ('N GEDEELTE VAN GEDEELTE 3) VAN DIE PLAAS VYFHOEK 424, REGISTRASIE AFDELING I.Q., PROVINSIE NOORDWES, IN TERME VAN ARTIKEL 73, VERVAT IN HOOFSTUK 5, SAAMGELEES MET HOOFSTUK 6, VAN DIE TLOKWE STADSRAAD RUIMTELIKE BEPLANNING EN GRONDGEBRUIKBESTUUR VERORDENING, 2015, EN SPLUMA (WET 16 VAN 2013). OM 'N NUWE GEDEELTE TE SKEP. DIE AANSOEKGEBIED IS GELEË WES VAN THABO MBEKI-RYLAAN, WAT VAN POTCHEFSTROOM NA CARLETONVILLE LEI NOORD VAN MOOIRIVIER JUNCTION EN SUID VAN DIE SPOORLYN. xyxy=(95,1251,396,1382)
table-row xyxy=(96,1472,396,1488)
notice-estate-ndilele xyxy=(439,530,774,870)
